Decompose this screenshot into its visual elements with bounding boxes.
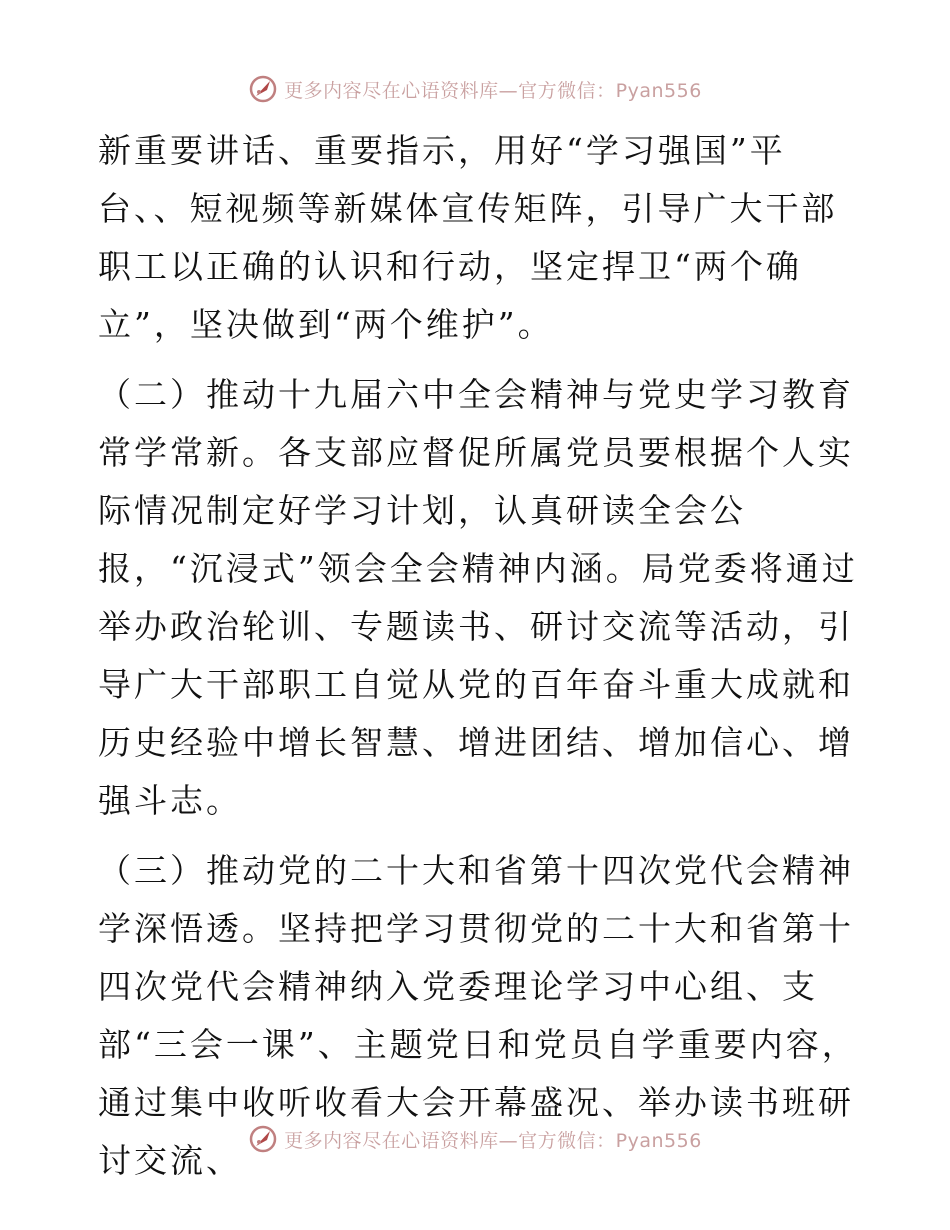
paragraph-section-2: （二）推动十九届六中全会精神与党史学习教育常学常新。各支部应督促所属党员要根据个人实际情况制定好学习计划，认真研读全会公报，“沉浸式”领会全会精神内涵。局党委将通过举办政治轮训、专题读书、研讨交流等活动，引导广大干部职工自觉从党的百年奋斗重大成就和历史经验中增长智慧、增进团结、增加信心、增强斗志。 — [98, 375, 858, 820]
quill-logo-icon — [248, 1124, 278, 1154]
document-body — [98, 122, 858, 1190]
paragraph-continued: 新重要讲话、重要指示，用好“学习强国”平台、、短视频等新媒体宣传矩阵，引导广大干部职工以正确的认识和行动，坚定捍卫“两个确立”，坚决做到“两个维护”。 — [98, 131, 838, 344]
quill-logo-icon — [248, 74, 278, 104]
footer-watermark — [0, 1124, 950, 1154]
watermark-text: 更多内容尽在心语资料库—官方微信：Pyan556 — [284, 79, 702, 102]
watermark-text: 更多内容尽在心语资料库—官方微信：Pyan556 — [284, 1129, 702, 1152]
paragraph-section-3: （三）推动党的二十大和省第十四次党代会精神学深悟透。坚持把学习贯彻党的二十大和省第十四次党代会精神纳入党委理论学习中心组、支部“三会一课”、主题党日和党员自学重要内容，通过集中收听收看大会开幕盛况、举办读书班研讨交流、 — [98, 851, 858, 1180]
header-watermark — [0, 74, 950, 104]
